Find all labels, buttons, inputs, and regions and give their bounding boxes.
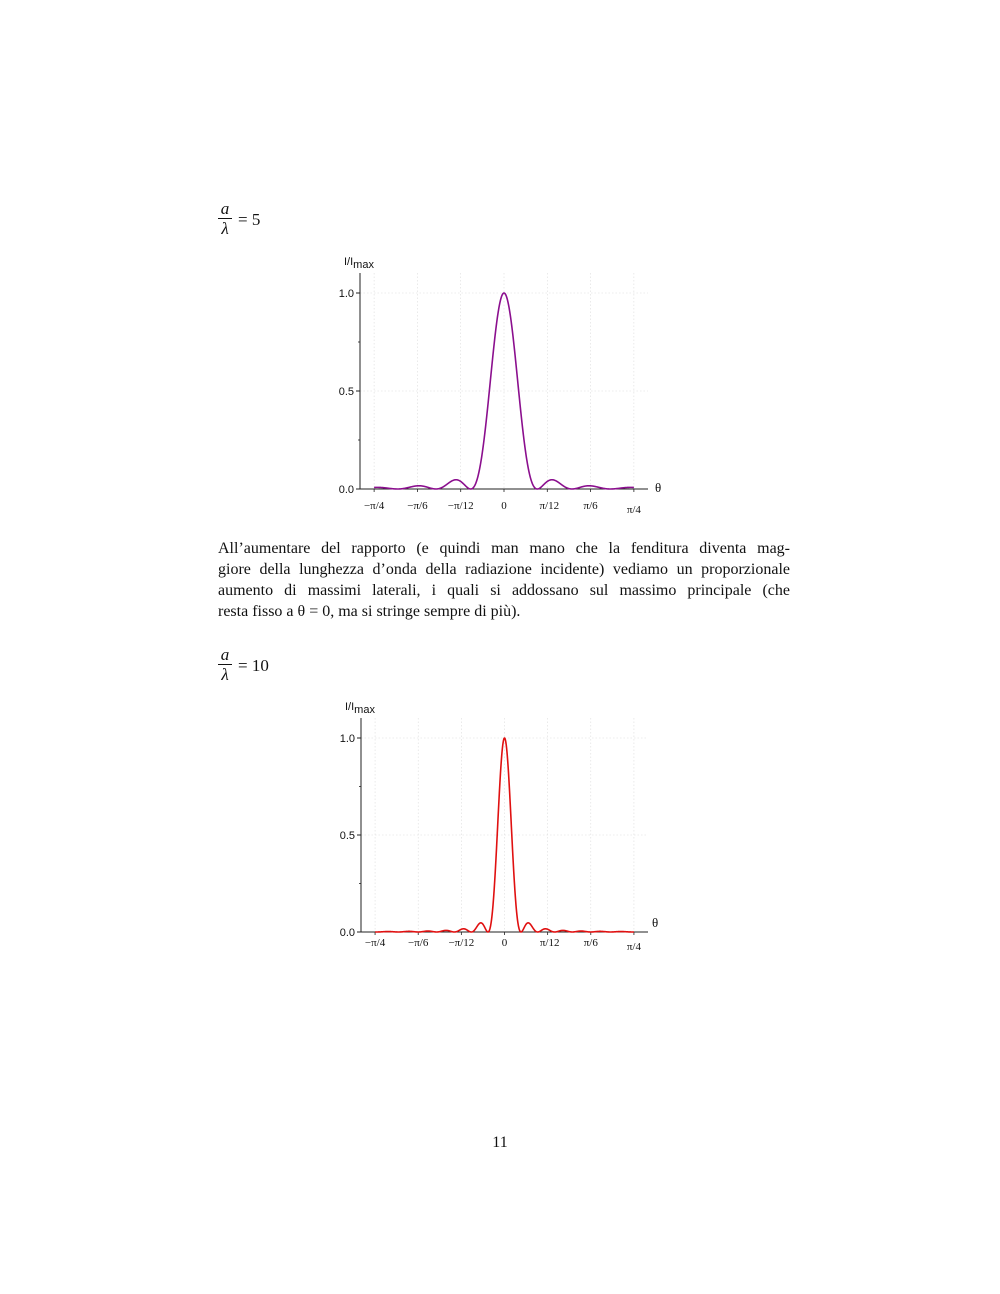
x-tick-label: −π/6 <box>408 937 429 949</box>
y-axis-label: I/Imax <box>345 701 375 716</box>
fraction-denominator: λ <box>221 219 229 238</box>
paragraph-line: resta fisso a θ = 0, ma si stringe sempre di più). <box>218 603 521 620</box>
formula-rhs: = 5 <box>238 209 261 229</box>
x-tick-label: π/4 <box>626 941 641 953</box>
x-axis-label: θ <box>652 915 659 930</box>
page-number: 11 <box>492 1134 508 1151</box>
x-tick-label: −π/4 <box>363 500 385 512</box>
y-tick-label: 0.0 <box>338 484 354 496</box>
x-tick-label: −π/12 <box>447 500 474 512</box>
fraction-numerator: a <box>220 199 230 218</box>
x-tick-label: π/12 <box>539 500 560 512</box>
y-tick-label: 0.5 <box>339 830 355 842</box>
x-tick-label: 0 <box>501 500 507 512</box>
x-tick-label: π/12 <box>539 937 560 949</box>
x-tick-label: −π/12 <box>448 937 475 949</box>
y-tick-label: 0.5 <box>338 386 354 398</box>
y-axis-label: I/Imax <box>344 256 374 271</box>
y-tick-label: 1.0 <box>339 733 355 745</box>
x-tick-label: −π/6 <box>407 500 428 512</box>
x-tick-label: π/4 <box>626 504 641 516</box>
paragraph-line: aumento di massimi laterali, i quali si addossano sul massimo principale (che <box>218 582 790 599</box>
paragraph-line: giore della lunghezza d’onda della radiazione incidente) vediamo un proporzionale <box>218 561 790 578</box>
y-tick-label: 1.0 <box>338 288 354 300</box>
x-tick-label: −π/4 <box>364 937 386 949</box>
x-tick-label: 0 <box>501 937 508 949</box>
fraction-numerator: a <box>220 645 230 664</box>
y-tick-label: 0.0 <box>339 927 355 939</box>
x-tick-label: π/6 <box>583 937 598 949</box>
formula-rhs: = 10 <box>238 655 269 675</box>
paragraph-line: All’aumentare del rapporto (e quindi man mano che la fenditura diventa mag- <box>218 540 790 557</box>
fraction-denominator: λ <box>221 665 229 684</box>
x-axis-label: θ <box>655 480 662 495</box>
x-tick-label: π/6 <box>583 500 598 512</box>
